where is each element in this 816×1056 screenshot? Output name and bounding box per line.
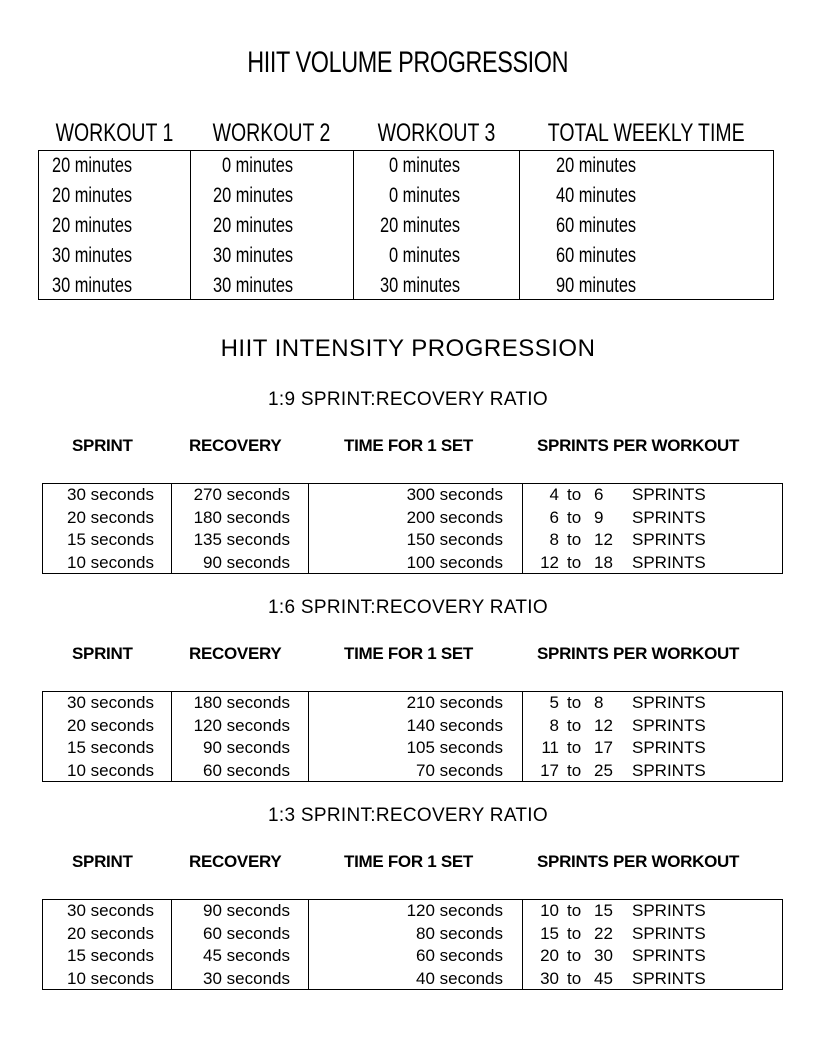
volume-cell	[213, 241, 316, 271]
table-cell: 12	[594, 530, 613, 550]
volume-cell	[380, 271, 483, 301]
volume-cell	[222, 151, 313, 181]
volume-cell	[52, 151, 155, 181]
volume-table-divider	[190, 151, 191, 299]
volume-header-total-weekly-time	[519, 116, 774, 150]
volume-cell	[380, 211, 483, 241]
table-cell: SPRINTS	[632, 946, 706, 966]
volume-header-text: TOTAL WEEKLY TIME	[548, 119, 745, 147]
table-cell: 15 seconds	[67, 738, 154, 758]
table-cell: 17	[594, 738, 613, 758]
table-cell: 100 seconds	[406, 552, 503, 572]
volume-cell	[556, 241, 659, 271]
table-cell: 40 seconds	[416, 968, 503, 988]
column-header: SPRINT	[72, 852, 133, 871]
column-header: SPRINTS PER WORKOUT	[537, 644, 740, 663]
table-cell: to	[567, 693, 582, 712]
table-cell: to	[567, 530, 582, 550]
volume-header-text: WORKOUT 3	[377, 119, 495, 147]
table-cell: SPRINTS	[632, 693, 706, 712]
volume-cell-text: 20 minutes	[556, 154, 637, 177]
volume-header-workout-2	[190, 116, 353, 150]
table-cell: 15	[540, 923, 559, 943]
table-cell: 30 seconds	[67, 485, 154, 504]
volume-cell	[389, 241, 480, 271]
volume-cell-text: 30 minutes	[380, 274, 461, 297]
table-cell: 6	[594, 485, 604, 504]
table-cell: to	[567, 923, 582, 943]
volume-cell-text: 20 minutes	[52, 184, 133, 207]
table-cell: 22	[594, 923, 613, 943]
column-header: TIME FOR 1 SET	[344, 436, 473, 455]
volume-cell-text: 30 minutes	[213, 274, 294, 297]
volume-cell	[52, 211, 155, 241]
column-header: RECOVERY	[189, 436, 282, 455]
table-cell: 140 seconds	[406, 715, 503, 735]
volume-table-divider	[519, 151, 520, 299]
volume-cell	[52, 241, 155, 271]
table-cell: SPRINTS	[632, 715, 706, 735]
table-cell: 8	[594, 693, 604, 712]
volume-cell	[556, 271, 659, 301]
table-cell: to	[567, 552, 582, 572]
table-cell: 6	[549, 507, 559, 527]
column-header: RECOVERY	[189, 852, 282, 871]
volume-cell-text: 20 minutes	[380, 214, 461, 237]
ratio-title: 1:6 SPRINT:RECOVERY RATIO	[268, 597, 548, 618]
table-cell: 60 seconds	[203, 760, 290, 780]
table-cell: 180 seconds	[193, 507, 290, 527]
table-cell: 11	[541, 738, 559, 758]
table-cell: 10	[540, 901, 559, 920]
table-cell: 60 seconds	[203, 923, 290, 943]
table-cell: to	[567, 507, 582, 527]
table-cell: 10 seconds	[67, 760, 154, 780]
table-cell: SPRINTS	[632, 507, 706, 527]
intensity-title: HIIT INTENSITY PROGRESSION	[220, 335, 596, 362]
volume-cell	[389, 151, 480, 181]
table-cell: 20 seconds	[67, 923, 154, 943]
column-header: TIME FOR 1 SET	[344, 644, 473, 663]
column-header: RECOVERY	[189, 644, 282, 663]
volume-title-text: HIIT VOLUME PROGRESSION	[247, 46, 569, 79]
column-header: SPRINTS PER WORKOUT	[537, 852, 740, 871]
volume-cell	[389, 181, 480, 211]
volume-cell	[52, 271, 155, 301]
table-cell: 90 seconds	[203, 552, 290, 572]
table-cell: to	[567, 485, 582, 504]
table-cell: 10 seconds	[67, 968, 154, 988]
volume-cell	[556, 181, 659, 211]
table-cell: SPRINTS	[632, 923, 706, 943]
table-cell: SPRINTS	[632, 968, 706, 988]
table-cell: 15	[594, 901, 613, 920]
table-cell: 180 seconds	[193, 693, 290, 712]
volume-table-divider	[353, 151, 354, 299]
volume-cell-text: 90 minutes	[556, 274, 637, 297]
table-cell: 15 seconds	[67, 946, 154, 966]
volume-cell-text: 60 minutes	[556, 244, 637, 267]
table-cell: 4	[549, 485, 559, 504]
table-cell: 8	[549, 715, 559, 735]
volume-cell-text: 20 minutes	[213, 214, 294, 237]
table-cell: 270 seconds	[193, 485, 290, 504]
table-cell: 60 seconds	[416, 946, 503, 966]
table-cell: 120 seconds	[193, 715, 290, 735]
volume-cell	[213, 181, 316, 211]
column-header: TIME FOR 1 SET	[344, 852, 473, 871]
table-cell: 45 seconds	[203, 946, 290, 966]
ratio-title: 1:3 SPRINT:RECOVERY RATIO	[268, 805, 548, 826]
ratio-title: 1:9 SPRINT:RECOVERY RATIO	[268, 389, 548, 410]
table-cell: 18	[594, 552, 613, 572]
table-cell: 30 seconds	[203, 968, 290, 988]
table-cell: 30	[594, 946, 613, 966]
volume-cell-text: 0 minutes	[222, 154, 294, 177]
table-cell: to	[567, 968, 582, 988]
table-divider	[308, 484, 309, 573]
volume-header-workout-1	[38, 116, 190, 150]
table-cell: 210 seconds	[406, 693, 503, 712]
table-cell: 5	[549, 693, 559, 712]
volume-cell-text: 30 minutes	[213, 244, 294, 267]
table-divider	[308, 900, 309, 989]
table-cell: 17	[540, 760, 559, 780]
table-cell: 12	[594, 715, 613, 735]
column-header: SPRINT	[72, 644, 133, 663]
table-cell: 30 seconds	[67, 693, 154, 712]
volume-header-text: WORKOUT 2	[212, 119, 331, 147]
volume-cell	[52, 181, 155, 211]
table-cell: to	[567, 946, 582, 966]
table-cell: 20 seconds	[67, 715, 154, 735]
table-cell: SPRINTS	[632, 738, 706, 758]
table-cell: 300 seconds	[406, 485, 503, 504]
table-cell: 9	[594, 507, 604, 527]
table-cell: 30	[540, 968, 559, 988]
table-cell: SPRINTS	[632, 760, 706, 780]
table-cell: SPRINTS	[632, 485, 706, 504]
table-cell: 105 seconds	[406, 738, 503, 758]
table-cell: 12	[540, 552, 559, 572]
table-cell: 25	[594, 760, 613, 780]
table-cell: to	[567, 760, 582, 780]
table-cell: SPRINTS	[632, 552, 706, 572]
table-cell: 135 seconds	[193, 530, 290, 550]
volume-cell-text: 40 minutes	[556, 184, 637, 207]
volume-cell-text: 0 minutes	[389, 244, 461, 267]
table-divider	[308, 692, 309, 781]
table-cell: 200 seconds	[406, 507, 503, 527]
volume-title	[0, 44, 816, 82]
table-cell: SPRINTS	[632, 901, 706, 920]
table-cell: to	[567, 715, 582, 735]
volume-cell-text: 30 minutes	[52, 244, 133, 267]
volume-cell	[556, 211, 659, 241]
table-cell: 8	[549, 530, 559, 550]
table-cell: 90 seconds	[203, 738, 290, 758]
table-cell: 15 seconds	[67, 530, 154, 550]
volume-cell	[213, 271, 316, 301]
table-divider	[522, 692, 523, 781]
volume-cell	[213, 211, 316, 241]
table-divider	[522, 900, 523, 989]
table-cell: to	[567, 901, 582, 920]
table-cell: 80 seconds	[416, 923, 503, 943]
table-cell: SPRINTS	[632, 530, 706, 550]
volume-cell-text: 20 minutes	[213, 184, 294, 207]
table-divider	[522, 484, 523, 573]
volume-cell-text: 30 minutes	[52, 274, 133, 297]
table-cell: 30 seconds	[67, 901, 154, 920]
table-cell: 45	[594, 968, 613, 988]
column-header: SPRINT	[72, 436, 133, 455]
table-cell: 120 seconds	[406, 901, 503, 920]
table-cell: 150 seconds	[406, 530, 503, 550]
volume-cell-text: 20 minutes	[52, 214, 133, 237]
volume-header-workout-3	[353, 116, 519, 150]
table-cell: 10 seconds	[67, 552, 154, 572]
volume-header-text: WORKOUT 1	[55, 119, 173, 147]
volume-cell-text: 20 minutes	[52, 154, 133, 177]
table-cell: to	[567, 738, 582, 758]
column-header: SPRINTS PER WORKOUT	[537, 436, 740, 455]
table-cell: 20 seconds	[67, 507, 154, 527]
volume-cell-text: 0 minutes	[389, 154, 461, 177]
volume-cell-text: 0 minutes	[389, 184, 461, 207]
volume-cell	[556, 151, 659, 181]
table-cell: 90 seconds	[203, 901, 290, 920]
table-cell: 70 seconds	[416, 760, 503, 780]
volume-cell-text: 60 minutes	[556, 214, 637, 237]
table-cell: 20	[540, 946, 559, 966]
